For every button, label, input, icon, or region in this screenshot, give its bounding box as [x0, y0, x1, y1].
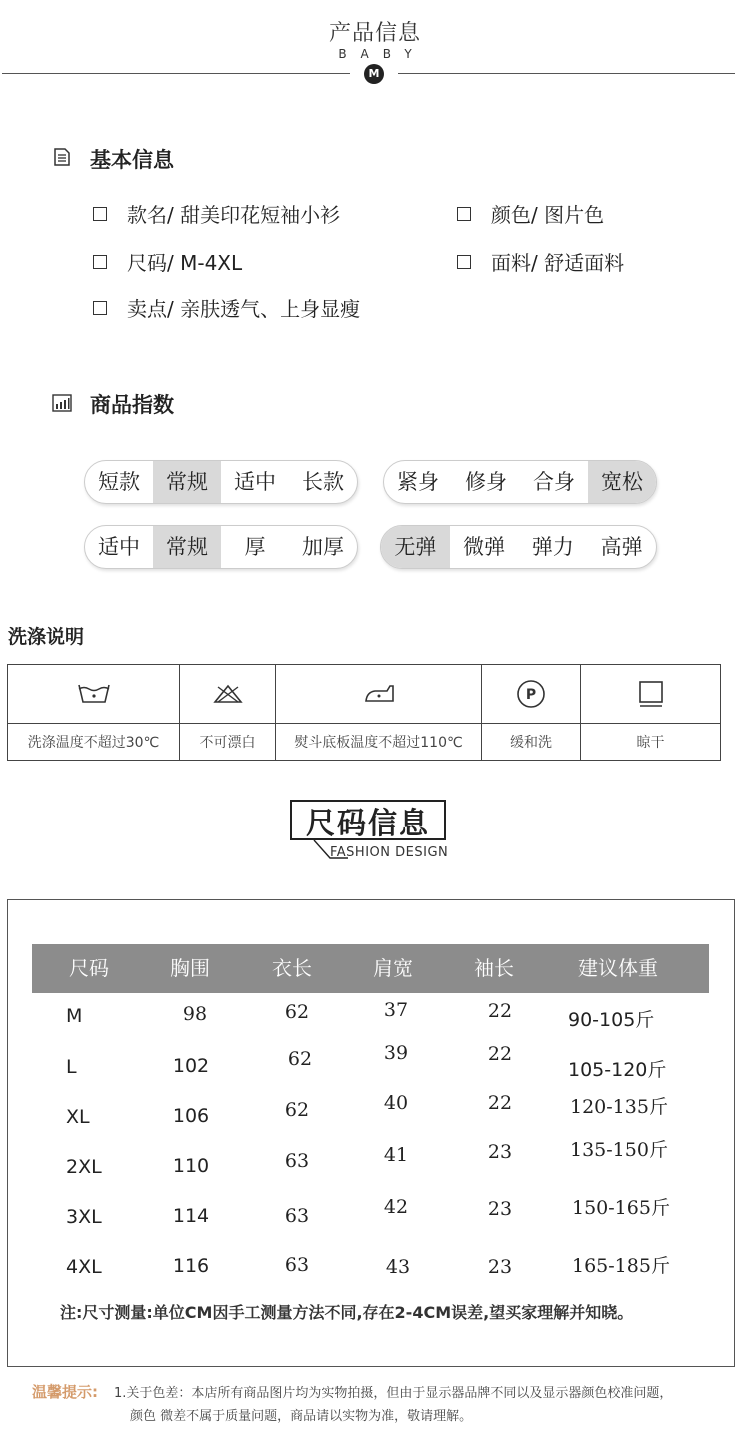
- table-cell: 23: [487, 1141, 513, 1163]
- table-cell: 39: [383, 1042, 409, 1064]
- table-cell: 63: [284, 1254, 310, 1276]
- size-info-title: 尺码信息: [305, 806, 430, 840]
- table-cell: 40: [383, 1092, 409, 1114]
- page-title: 产品信息: [328, 21, 421, 46]
- table-cell-weight: 90-105斤: [568, 1009, 655, 1031]
- washing-item: 不可漂白: [180, 665, 276, 760]
- scale-option: 长款: [302, 470, 344, 494]
- iron-icon: [276, 665, 481, 724]
- scale-option: 厚: [244, 535, 266, 559]
- table-cell: 43: [385, 1256, 411, 1278]
- info-item-size: 尺码/ M-4XL: [93, 247, 242, 276]
- column-header: 尺码: [69, 956, 109, 980]
- scale-option: 修身: [465, 470, 507, 494]
- scale-option-selected: 无弹: [381, 526, 450, 568]
- info-item-fabric: 面料/ 舒适面料: [457, 247, 624, 276]
- checkbox-icon: [457, 207, 471, 221]
- table-cell: 22: [487, 1043, 513, 1065]
- dry-icon: [581, 665, 720, 724]
- scale-option-selected: 常规: [153, 526, 221, 568]
- table-cell-size: 3XL: [66, 1206, 102, 1228]
- washing-item: 晾干: [581, 665, 720, 760]
- table-cell-weight: 105-120斤: [568, 1059, 667, 1081]
- table-cell: 114: [172, 1205, 210, 1227]
- checkbox-icon: [93, 301, 107, 315]
- scale-option: 加厚: [302, 535, 344, 559]
- scale-option-selected: 宽松: [588, 461, 656, 503]
- section-heading-washing: 洗涤说明: [8, 626, 85, 648]
- scale-option: 短款: [98, 470, 140, 494]
- table-cell: 23: [487, 1256, 513, 1278]
- table-cell: 63: [284, 1205, 310, 1227]
- bar-chart-icon: [52, 394, 72, 416]
- tip-text-line: 1.关于色差：本店所有商品图片均为实物拍摄，但由于显示器品牌不同以及显示器颜色校准问题，: [114, 1386, 673, 1401]
- scale-option-selected: 常规: [153, 461, 221, 503]
- table-cell-size: L: [66, 1056, 77, 1078]
- section-heading-product-index: 商品指数: [90, 393, 174, 417]
- column-header: 肩宽: [373, 956, 413, 980]
- table-cell: 102: [172, 1055, 210, 1077]
- svg-text:P: P: [525, 687, 537, 703]
- table-cell: 62: [284, 1001, 310, 1023]
- scale-length: [84, 460, 358, 504]
- m-badge-icon: M: [364, 64, 384, 84]
- table-cell: 98: [182, 1003, 208, 1025]
- table-cell-size: 2XL: [66, 1156, 102, 1178]
- table-cell-size: M: [66, 1005, 83, 1027]
- info-item-selling-point: 卖点/ 亲肤透气、上身显瘦: [93, 293, 360, 322]
- scale-option: 高弹: [600, 535, 643, 559]
- scale-option: 弹力: [531, 535, 574, 559]
- document-icon: [54, 148, 70, 170]
- table-cell-weight: 165-185斤: [572, 1255, 670, 1277]
- table-cell: 42: [383, 1196, 409, 1218]
- size-info-subtitle: FASHION DESIGN: [330, 845, 449, 860]
- table-cell: 23: [487, 1198, 513, 1220]
- washing-table: [7, 664, 721, 761]
- washing-item: P 缓和洗: [482, 665, 581, 760]
- table-cell-size: 4XL: [66, 1256, 102, 1278]
- table-cell: 22: [487, 1092, 513, 1114]
- page-subtitle: BABY: [338, 47, 426, 61]
- checkbox-icon: [93, 207, 107, 221]
- table-cell-weight: 135-150斤: [570, 1139, 668, 1161]
- no-bleach-icon: [180, 665, 275, 724]
- table-cell: 110: [172, 1155, 210, 1177]
- table-cell: 22: [487, 1000, 513, 1022]
- gentle-wash-p-icon: [482, 665, 580, 724]
- scale-thickness: [84, 525, 358, 569]
- checkbox-icon: [93, 255, 107, 269]
- table-cell-weight: 120-135斤: [570, 1096, 668, 1118]
- table-cell: 62: [284, 1099, 310, 1121]
- scale-fit: [383, 460, 657, 504]
- table-cell-size: XL: [66, 1106, 90, 1128]
- checkbox-icon: [457, 255, 471, 269]
- column-header: 胸围: [170, 956, 210, 980]
- scale-option: 适中: [234, 470, 276, 494]
- info-item-color: 颜色/ 图片色: [457, 199, 604, 228]
- scale-option: 适中: [98, 535, 140, 559]
- table-cell: 63: [284, 1150, 310, 1172]
- scale-elasticity: [380, 525, 657, 569]
- tip-label: 温馨提示:: [32, 1383, 98, 1401]
- table-cell: 37: [383, 999, 409, 1021]
- scale-option: 合身: [533, 470, 575, 494]
- column-header: 袖长: [474, 956, 514, 980]
- section-heading-basic-info: 基本信息: [90, 148, 174, 172]
- measurement-note: 注:尺寸测量:单位CM因手工测量方法不同,存在2-4CM误差,望买家理解并知晓。: [60, 1303, 634, 1322]
- table-cell: 41: [383, 1144, 409, 1166]
- info-item-name: 款名/ 甜美印花短袖小衫: [93, 199, 340, 228]
- scale-option: 紧身: [397, 470, 439, 494]
- divider: [2, 73, 350, 74]
- table-cell: 116: [172, 1255, 210, 1277]
- column-header: 建议体重: [578, 956, 658, 980]
- washing-item: 洗涤温度不超过30℃: [8, 665, 180, 760]
- scale-option: 微弹: [463, 535, 506, 559]
- wash-30-icon: [8, 665, 179, 724]
- table-cell-weight: 150-165斤: [572, 1197, 670, 1219]
- tip-text-line: 颜色 微差不属于质量问题，商品请以实物为准，敬请理解。: [130, 1409, 473, 1424]
- column-header: 衣长: [272, 956, 312, 980]
- table-cell: 62: [287, 1048, 313, 1070]
- divider: [398, 73, 735, 74]
- table-cell: 106: [172, 1105, 210, 1127]
- washing-item: 熨斗底板温度不超过110℃: [276, 665, 482, 760]
